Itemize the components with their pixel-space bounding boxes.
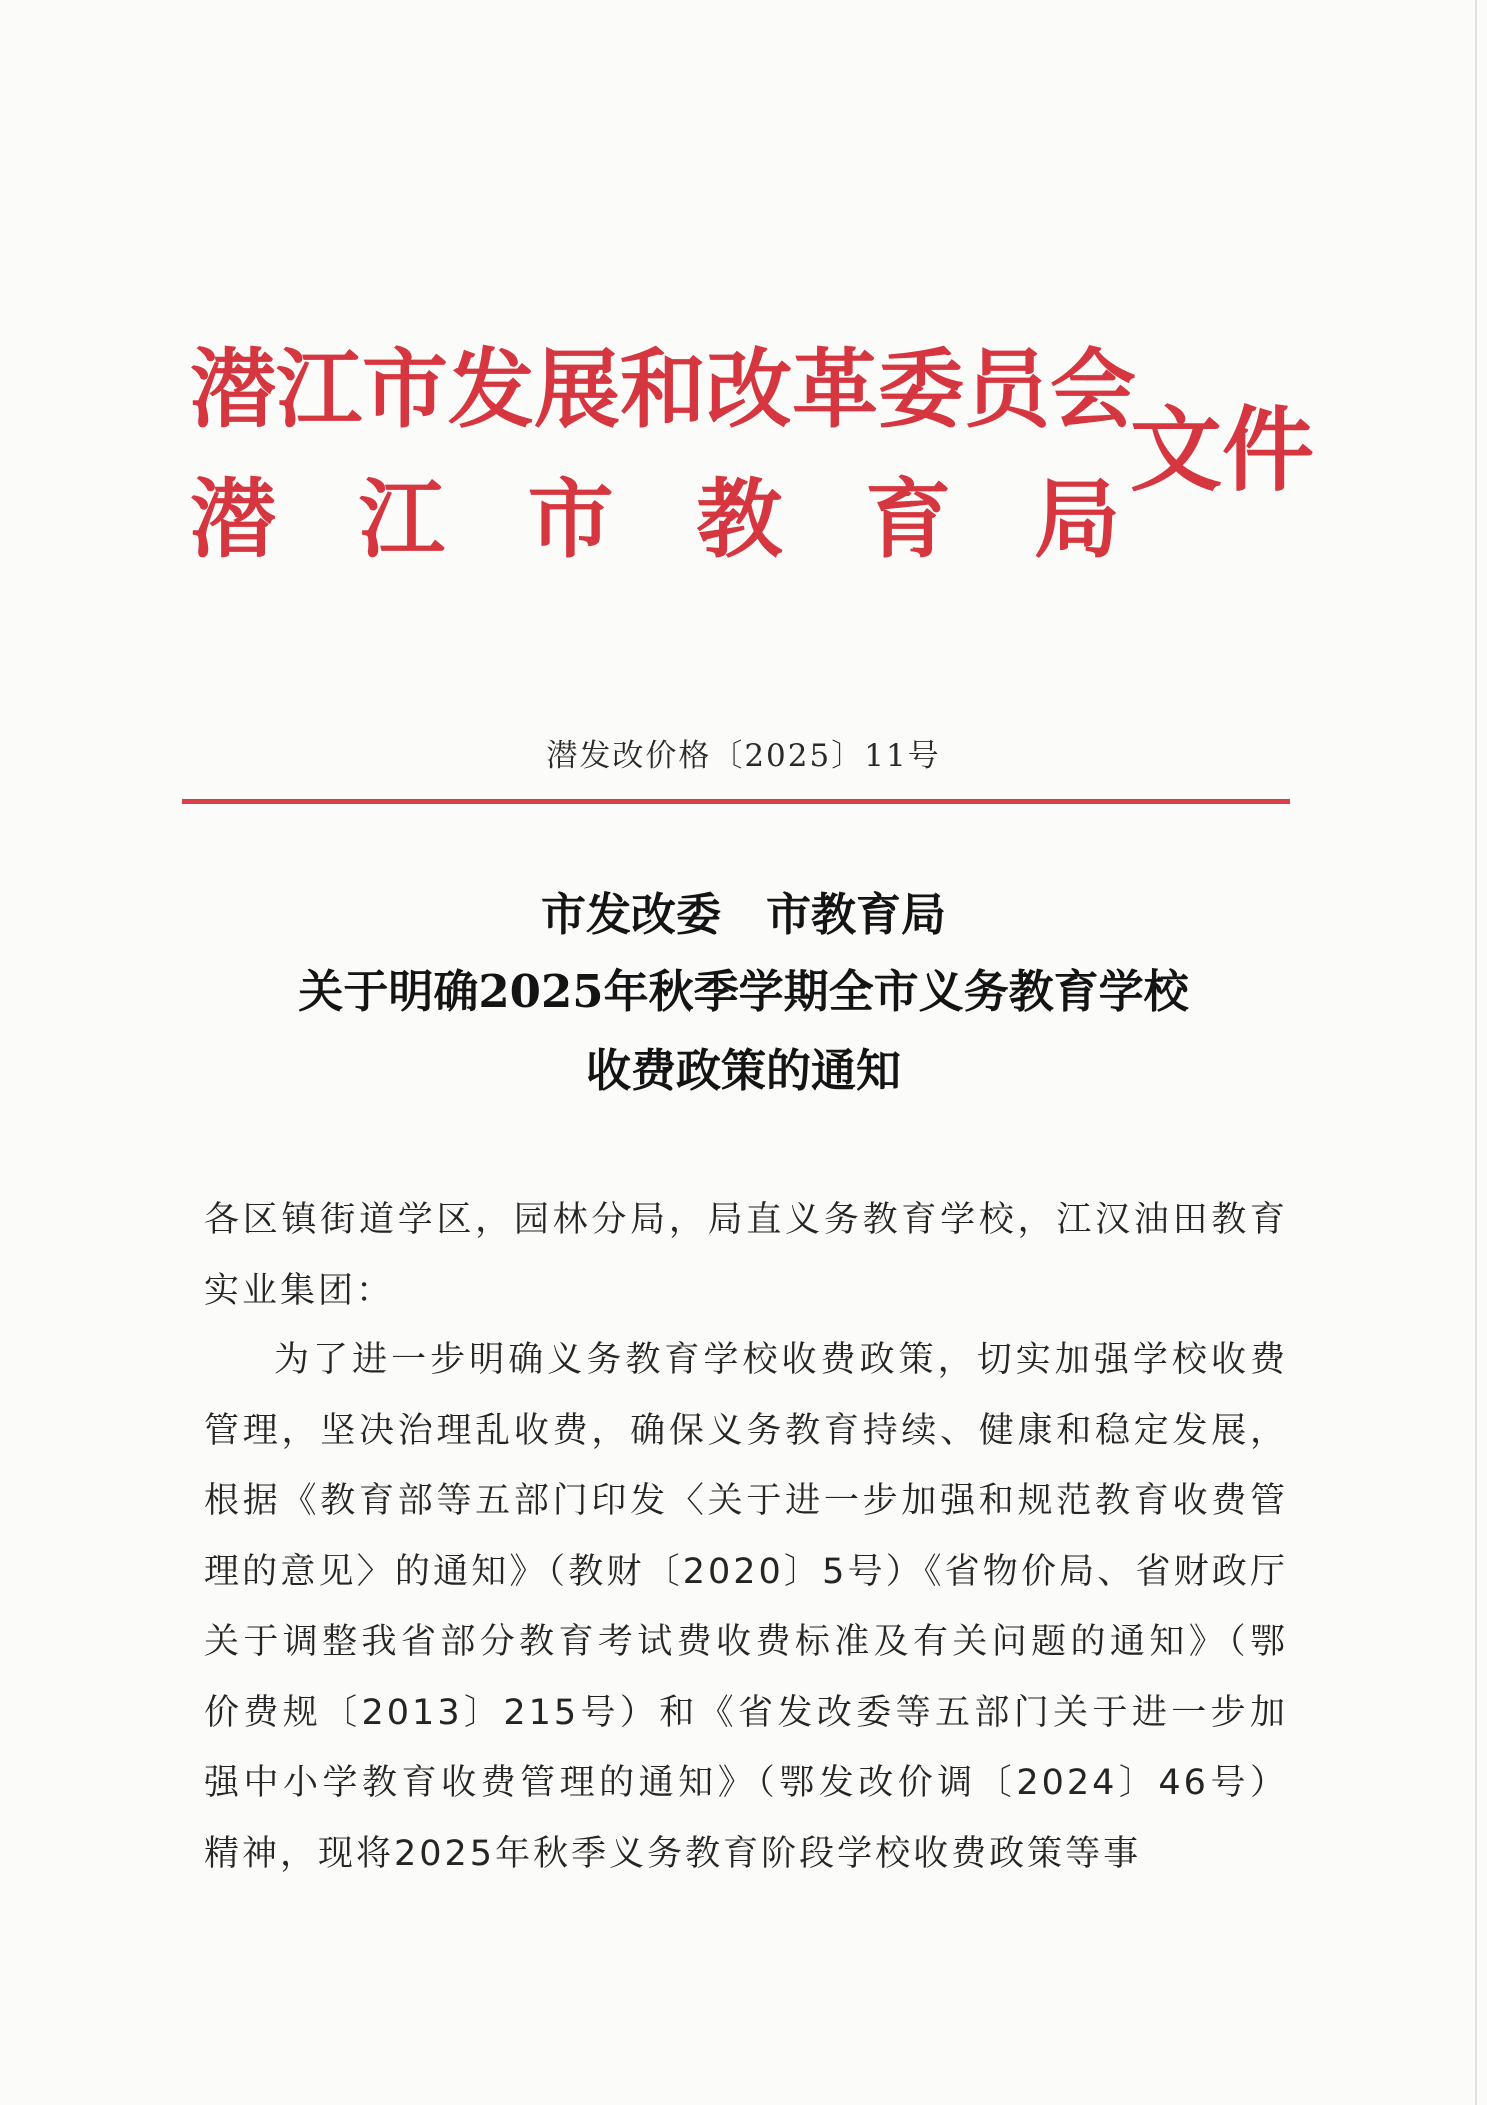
document-title-line-1: 市发改委 市教育局 [540,888,946,941]
document-number: 潜发改价格〔2025〕11号 [546,738,941,774]
red-separator-rule [182,799,1290,804]
header-char: 江 [358,469,445,570]
salutation: 各区镇街道学区，园林分局，局直义务教育学校，江汉油田教育实业集团： [204,1200,1288,1311]
header-char: 市 [527,469,614,570]
header-char: 育 [865,469,952,570]
header-org-education-bureau [190,470,1120,570]
header-char: 教 [696,469,783,570]
document-title-line-2: 关于明确2025年秋季学期全市义务教育学校 [298,965,1189,1018]
header-org-ndrc: 潜江市发展和改革委员会 [190,339,1136,440]
header-char: 潜 [190,469,276,570]
header-document-suffix: 文件 [1130,396,1315,504]
header-char: 局 [1033,469,1120,570]
body-paragraph: 为了进一步明确义务教育学校收费政策，切实加强学校收费管理，坚决治理乱收费，确保义务教育持续、健康和稳定发展，根据《教育部等五部门印发〈关于进一步加强和规范教育收费管理的意见〉的通知》（教财〔2020〕5号）《省物价局、省财政厅关于调整我省部分教育考试费收费标准及有关问题的通知》（鄂价费规〔2013〕215号）和《省发改委等五部门关于进一步加强中小学教育收费管理的通知》（鄂发改价调〔2024〕46号）精神，现将2025年秋季义务教育阶段学校收费政策等事 [204,1340,1288,1874]
document-title-line-3: 收费政策的通知 [585,1044,901,1097]
